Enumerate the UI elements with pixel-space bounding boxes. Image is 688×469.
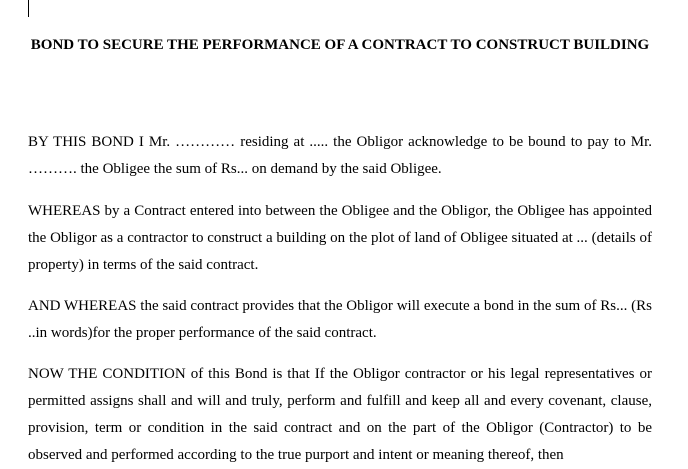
text-cursor	[28, 0, 29, 17]
paragraph-and-whereas-bond: AND WHEREAS the said contract provides that the Obligor will execute a bond in the sum of Rs... (Rs ..in words)for the proper performance of the said contract.	[28, 298, 652, 341]
document-title: BOND TO SECURE THE PERFORMANCE OF A CONTRACT TO CONSTRUCT BUILDING	[30, 37, 650, 53]
paragraph-whereas-contract: WHEREAS by a Contract entered into between the Obligee and the Obligor, the Obligee has appointed the Obligor as a contractor to construct a building on the plot of land of Obligee situated at ... (details of property) in terms of the said contract.	[28, 203, 652, 273]
paragraph-condition: NOW THE CONDITION of this Bond is that If the Obligor contractor or his legal representatives or permitted assigns shall and will and truly, perform and fulfill and keep all and every covenant, clause, provision, term or condition in the said contract and on the part of the Obligor (Contractor) to be observed and performed according to the true purport and intent or meaning thereof, then	[28, 366, 652, 463]
paragraph-bond-declaration: BY THIS BOND I Mr. ………… residing at ..... the Obligor acknowledge to be bound to pay to Mr. ………. the Obligee the sum of Rs... on demand by the said Obligee.	[28, 134, 652, 177]
